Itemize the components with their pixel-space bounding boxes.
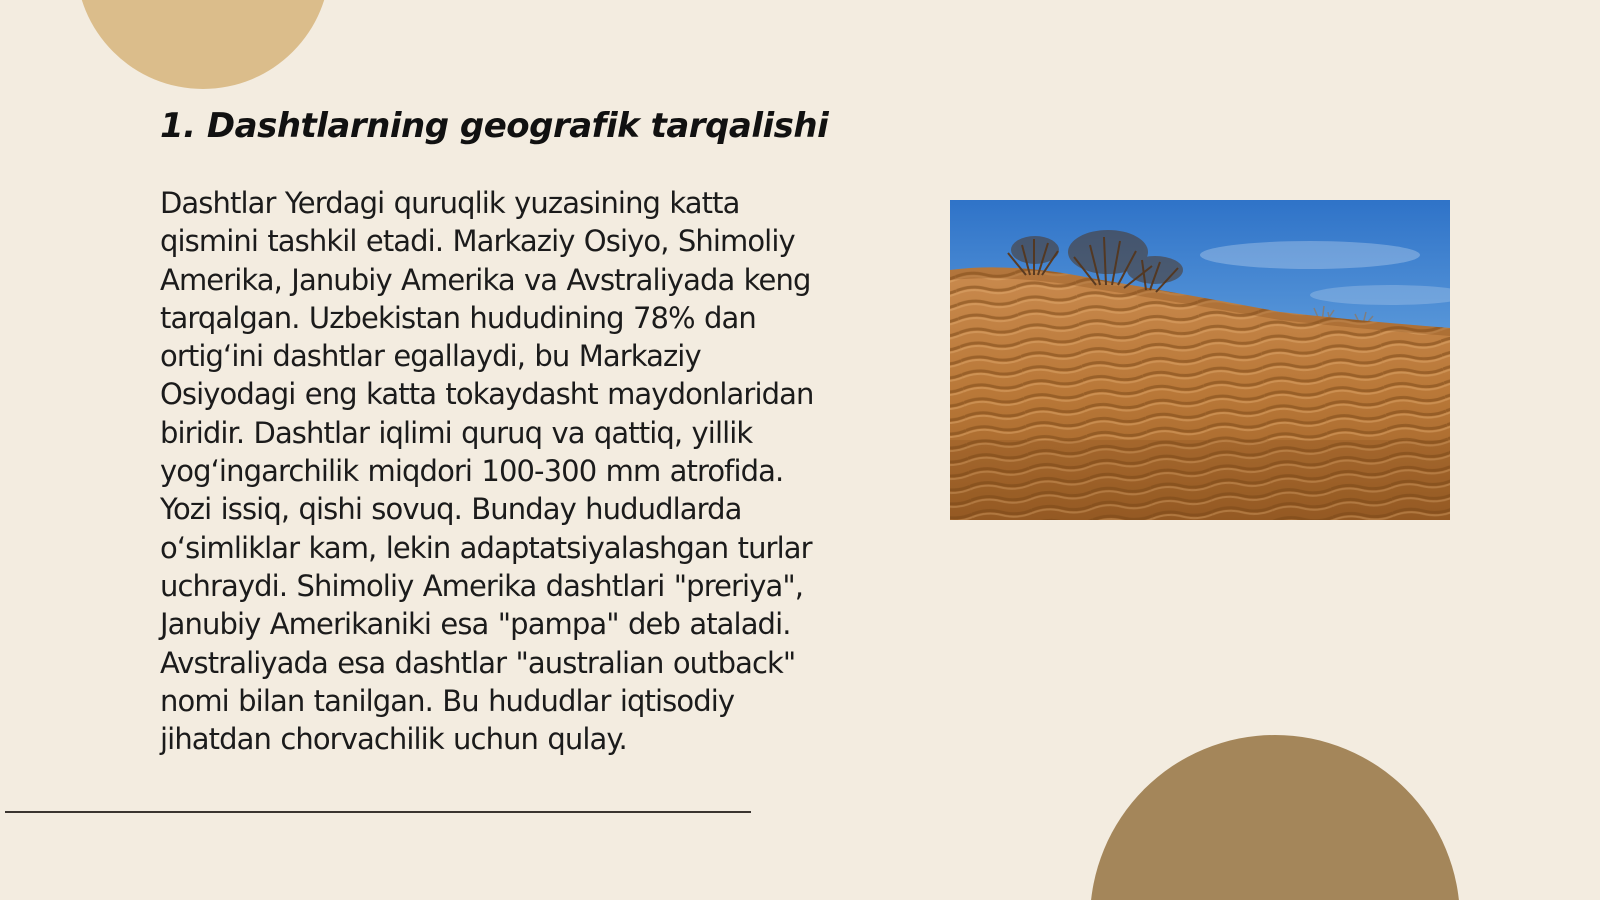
decorative-circle-top — [76, 0, 330, 89]
divider-line — [5, 811, 751, 813]
slide-body-text: Dashtlar Yerdagi quruqlik yuzasining katta qismini tashkil etadi. Markaziy Osiyo, Shimoliy Amerika, Janubiy Amerika va Avstraliyada keng tarqalgan. Uzbekistan hududining 78% dan ortig‘ini dashtlar egallaydi, bu Markaziy Osiyodagi eng katta tokaydasht maydonlaridan biridir. Dashtlar iqlimi quruq va qattiq, yillik yog‘ingarchilik miqdori 100-300 mm atrofida. Yozi issiq, qishi sovuq. Bunday hududlarda o‘simliklar kam, lekin adaptatsiyalashgan turlar uchraydi. Shimoliy Amerika dashtlari "preriya", Janubiy Amerikaniki esa "pampa" deb ataladi. Avstraliyada esa dashtlar "australian outback" nomi bilan tanilgan. Bu hududlar iqtisodiy jihatdan chorvachilik uchun qulay. — [160, 186, 814, 757]
desert-dune-photo — [950, 200, 1450, 520]
decorative-circle-bottom — [1090, 735, 1460, 900]
slide-title: 1. Dashtlarning geografik tarqalishi — [160, 106, 829, 146]
